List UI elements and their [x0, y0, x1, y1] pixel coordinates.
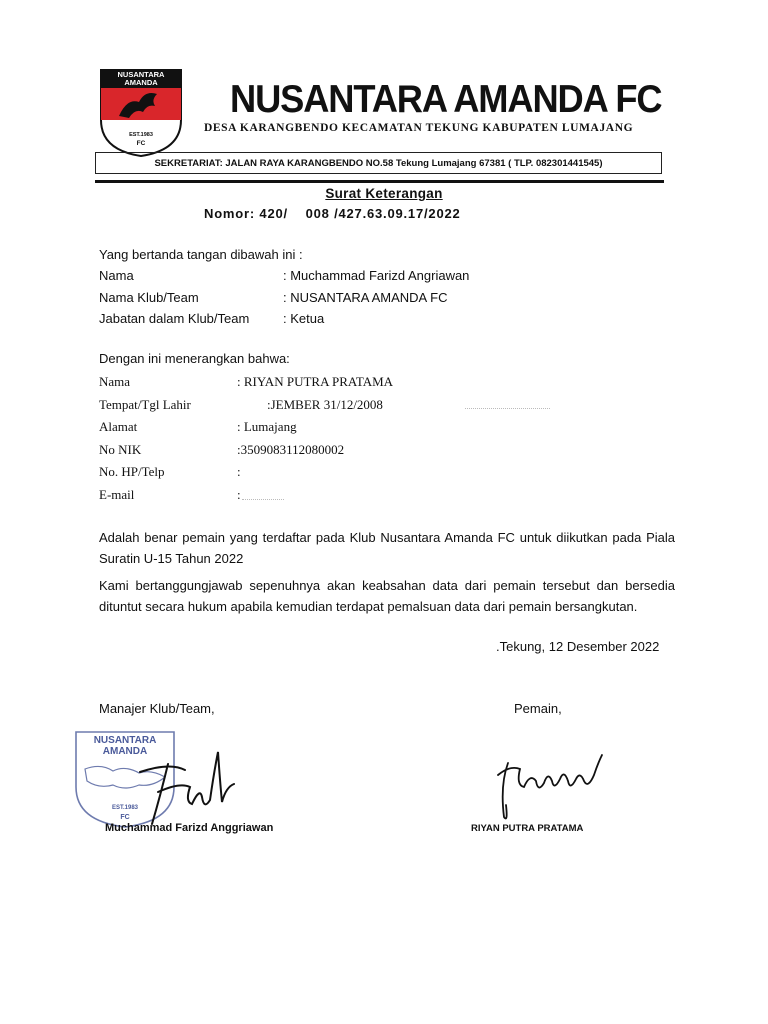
dotted-blank — [242, 498, 284, 500]
player-label-nik: No NIK — [99, 442, 142, 457]
paragraph-responsibility: Kami bertanggungjawab sepenuhnya akan keabsahan data dari pemain tersebut dan bersedia dituntut secara hukum apabila kemudian terdapat pemalsuan data dari pemain bersangkutan. — [99, 578, 675, 614]
player-value-name: : RIYAN PUTRA PRATAMA — [237, 374, 394, 389]
player-label-name: Nama — [99, 374, 131, 389]
letterhead-divider — [95, 180, 664, 183]
player-signature — [490, 745, 610, 825]
manager-signature — [130, 742, 240, 832]
player-intro: Dengan ini menerangkan bahwa: — [99, 351, 290, 366]
player-label-birth: Tempat/Tgl Lahir — [99, 397, 191, 412]
player-label-email: E-mail — [99, 487, 135, 502]
sekretariat-line: SEKRETARIAT: JALAN RAYA KARANGBENDO NO.58 Tekung Lumajang 67381 ( TLP. 082301441545) — [95, 152, 662, 174]
manager-name: Muchammad Farizd Anggriawan — [105, 822, 274, 834]
signer-label-position: Jabatan dalam Klub/Team — [99, 311, 250, 326]
player-label-phone: No. HP/Telp — [99, 464, 165, 479]
logo-text-top: NUSANTARA — [117, 70, 165, 79]
logo-est: EST.1983 — [129, 132, 153, 138]
signer-intro: Yang bertanda tangan dibawah ini : — [99, 247, 303, 262]
club-logo — [99, 68, 183, 158]
club-address: DESA KARANGBENDO KECAMATAN TEKUNG KABUPATEN LUMAJANG — [204, 122, 634, 134]
player-value-email: : — [237, 487, 241, 502]
player-role: Pemain, — [514, 701, 562, 716]
signer-value-name: : Muchammad Farizd Angriawan — [283, 268, 470, 283]
stamp-fc: FC — [120, 814, 130, 821]
player-value-phone: : — [237, 464, 241, 479]
logo-text-mid: AMANDA — [124, 78, 158, 87]
signer-value-position: : Ketua — [283, 311, 325, 326]
player-value-birth: :JEMBER 31/12/2008 — [267, 397, 383, 412]
player-value-nik: :3509083112080002 — [237, 442, 345, 457]
dotted-blank — [465, 407, 550, 409]
stamp-text-mid: AMANDA — [102, 746, 148, 757]
player-value-address: : Lumajang — [237, 419, 297, 434]
document-number: Nomor: 420/ 008 /427.63.09.17/2022 — [204, 206, 461, 221]
signer-label-club: Nama Klub/Team — [99, 290, 199, 305]
stamp-text-top: NUSANTARA — [93, 735, 157, 746]
player-name: RIYAN PUTRA PRATAMA — [471, 823, 584, 834]
club-name: NUSANTARA AMANDA FC — [230, 78, 662, 121]
logo-fc: FC — [136, 140, 146, 147]
player-label-address: Alamat — [99, 419, 138, 434]
document-title: Surat Keterangan — [325, 186, 443, 201]
signer-label-name: Nama — [99, 268, 134, 283]
stamp-est: EST.1983 — [111, 805, 139, 811]
signer-value-club: : NUSANTARA AMANDA FC — [283, 290, 448, 305]
place-date: .Tekung, 12 Desember 2022 — [496, 639, 660, 654]
paragraph-registration: Adalah benar pemain yang terdaftar pada Klub Nusantara Amanda FC untuk diikutkan pada Piala Suratin U-15 Tahun 2022 — [99, 530, 675, 566]
manager-role: Manajer Klub/Team, — [99, 701, 215, 716]
